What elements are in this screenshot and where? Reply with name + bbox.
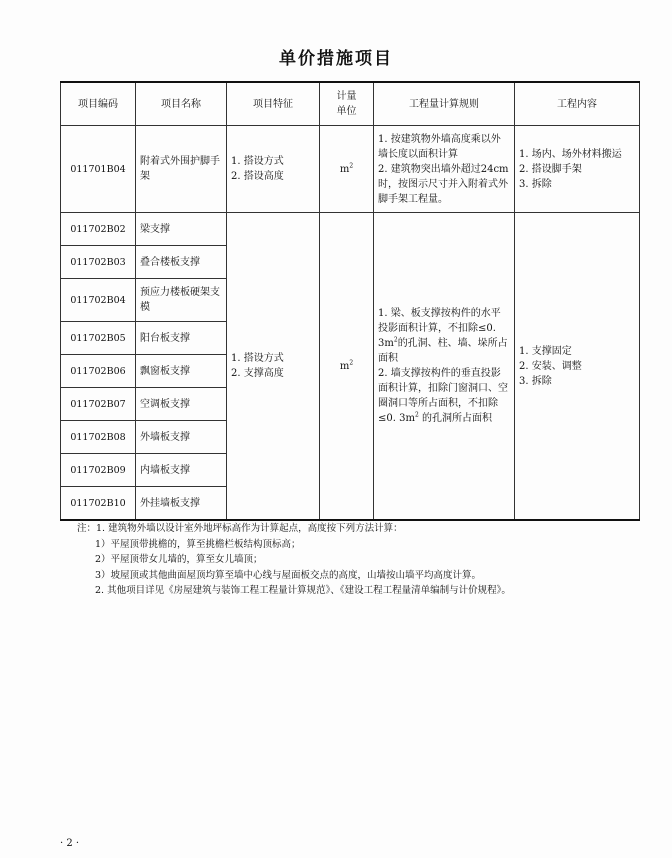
- work-line: 3. 拆除: [519, 375, 552, 387]
- unit-superscript: 2: [349, 162, 354, 170]
- rule-superscript: 2: [414, 411, 419, 419]
- unit-base: m: [339, 360, 350, 372]
- page-title: 单价措施项目: [279, 49, 393, 69]
- item-unit: [320, 126, 374, 213]
- header-work: 工程内容: [515, 82, 640, 126]
- item-name: 内墙板支撑: [136, 454, 227, 487]
- rule-text: 的孔洞、柱、墙、垛所占面积: [378, 338, 508, 364]
- note-line: 2. 其他项目详见《房屋建筑与装饰工程工程量计算规范》、《建设工程工程量清单编制与计价规程》。: [95, 585, 511, 596]
- item-code: 011702B08: [61, 421, 136, 454]
- item-name: 外挂墙板支撑: [136, 487, 227, 521]
- item-code: 011702B07: [61, 388, 136, 421]
- rule-superscript: 2: [393, 336, 398, 344]
- rule-line: 1. 按建筑物外墙高度乘以外墙长度以面积计算: [378, 133, 501, 160]
- item-name: 阳台板支撑: [136, 322, 227, 355]
- header-code: 项目编码: [61, 82, 136, 126]
- unit-base: m: [339, 163, 350, 175]
- rule-text: 的孔洞所占面积: [418, 413, 492, 424]
- item-code: 011702B10: [61, 487, 136, 521]
- item-features: [227, 126, 320, 213]
- header-unit: [320, 82, 374, 126]
- item-name: 预应力楼板硬架支模: [136, 279, 227, 322]
- unit-superscript: 2: [349, 359, 354, 367]
- item-rules: [374, 126, 515, 213]
- work-line: 2. 安装、调整: [519, 360, 582, 372]
- table-header-row: [61, 82, 640, 126]
- note-line: 1）平屋顶带挑檐的，算至挑檐栏板结构顶标高；: [95, 538, 301, 550]
- work-line: 1. 支撑固定: [519, 345, 572, 357]
- feature-line: 1. 搭设方式: [231, 353, 284, 364]
- item-code: 011702B03: [61, 246, 136, 279]
- page-number: · 2 ·: [60, 838, 80, 849]
- work-line: 3. 拆除: [519, 178, 552, 190]
- work-line: 2. 搭设脚手架: [519, 163, 582, 175]
- item-name: 空调板支撑: [136, 388, 227, 421]
- item-code: 011702B06: [61, 355, 136, 388]
- rule-line: 2. 建筑物突出墙外超过24cm时，按图示尺寸并入附着式外脚手架工程量。: [378, 163, 509, 205]
- item-code: 011701B04: [61, 126, 136, 213]
- measures-table: [60, 81, 640, 521]
- header-rule: 工程量计算规则: [374, 82, 515, 126]
- item-name: 飘窗板支撑: [136, 355, 227, 388]
- rule-line: [378, 306, 510, 366]
- group-unit: [320, 213, 374, 521]
- header-unit-line2: 单位: [336, 106, 357, 117]
- item-name: 叠合楼板支撑: [136, 246, 227, 279]
- item-code: 011702B09: [61, 454, 136, 487]
- header-name: 项目名称: [136, 82, 227, 126]
- note-line: 3）坡屋顶或其他曲面屋顶均算至墙中心线与屋面板交点的高度，山墙按山墙平均高度计算。: [95, 569, 482, 581]
- group-rules: [374, 213, 515, 521]
- group-work: [515, 213, 640, 521]
- feature-line: 2. 支撑高度: [231, 368, 284, 379]
- table-notes: [77, 521, 637, 599]
- item-name: 梁支撑: [136, 213, 227, 246]
- rule-text: 2. 墙支撑按构件的垂直投影面积计算，扣除门窗洞口、空圈洞口等所占面积，不扣除≤0. 3m: [378, 368, 508, 424]
- item-code: 011702B04: [61, 279, 136, 322]
- group-features: [227, 213, 320, 521]
- note-line: 2）平屋顶带女儿墙的，算至女儿墙顶；: [95, 554, 263, 565]
- feature-line: 1. 搭设方式: [231, 156, 284, 167]
- work-line: 1. 场内、场外材料搬运: [519, 148, 622, 160]
- header-unit-line1: 计量: [336, 91, 357, 102]
- item-name: 附着式外围护脚手架: [136, 126, 227, 213]
- item-code: 011702B05: [61, 322, 136, 355]
- header-feature: 项目特征: [227, 82, 320, 126]
- rule-line: [378, 366, 510, 426]
- rule-text: 1. 梁、板支撑按构件的水平投影面积计算，不扣除≤0. 3m: [378, 308, 501, 349]
- item-work: [515, 126, 640, 213]
- item-name: 外墙板支撑: [136, 421, 227, 454]
- table-row: [61, 126, 640, 213]
- note-line: 注：1. 建筑物外墙以设计室外地坪标高作为计算起点，高度按下列方法计算：: [77, 523, 403, 534]
- feature-line: 2. 搭设高度: [231, 171, 284, 182]
- item-code: 011702B02: [61, 213, 136, 246]
- table-row: [61, 213, 640, 246]
